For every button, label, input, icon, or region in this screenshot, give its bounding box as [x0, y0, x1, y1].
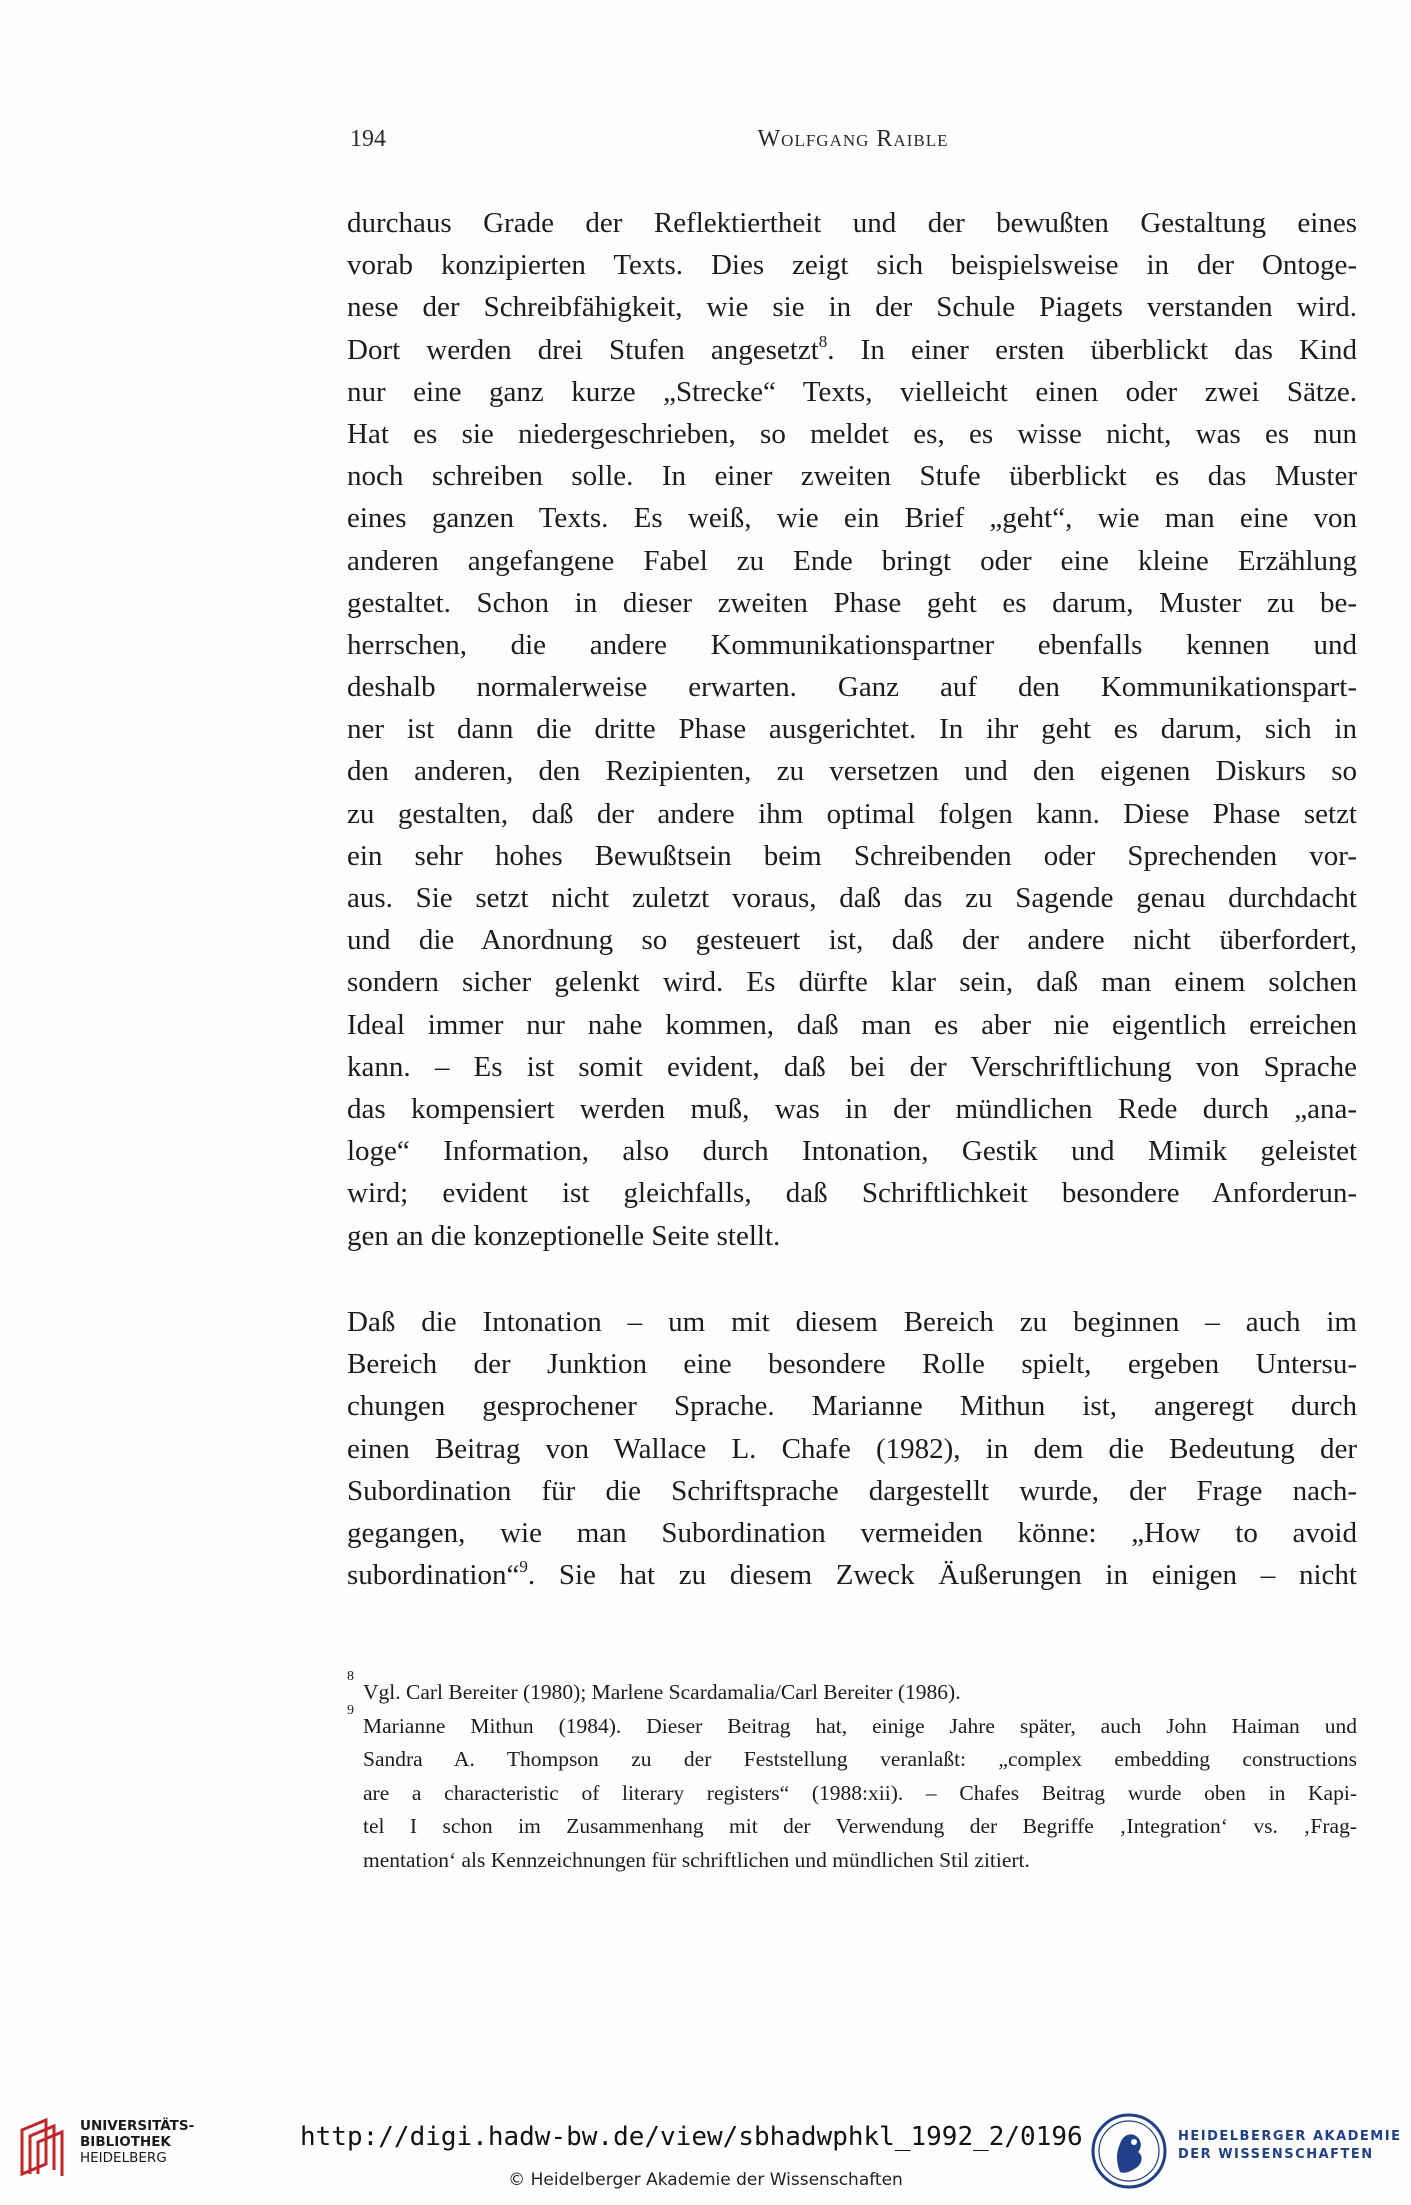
footnote-line: Sandra A. Thompson zu der Feststellung veranlaßt: „complex embedding constructions — [363, 1747, 1357, 1771]
academy-line-1: HEIDELBERGER AKADEMIE — [1178, 2129, 1402, 2144]
ub-line-3: HEIDELBERG — [80, 2150, 167, 2166]
footnote-line: Vgl. Carl Bereiter (1980); Marlene Scardamalia/Carl Bereiter (1986). — [363, 1680, 961, 1704]
text-line: gen an die konzeptionelle Seite stellt. — [347, 1219, 781, 1252]
text-line: Subordination für die Schriftsprache dargestellt wurde, der Frage nach- — [347, 1474, 1357, 1507]
footnote-line: are a characteristic of literary registers“ (1988:xii). – Chafes Beitrag wurde oben in Kapi- — [363, 1780, 1357, 1805]
text-line: vorab konzipierten Texts. Dies zeigt sich beispielsweise in der Ontoge- — [347, 249, 1357, 282]
paragraph-2 — [347, 1301, 1357, 1596]
digitization-footer — [0, 2108, 1411, 2205]
academy-seal-icon[interactable] — [1090, 2112, 1168, 2190]
footnote-line: Marianne Mithun (1984). Dieser Beitrag hat, einige Jahre später, auch John Haiman und — [363, 1713, 1357, 1738]
text-segment: . In einer ersten überblickt das Kind — [827, 333, 1357, 366]
text-line: den anderen, den Rezipienten, zu versetzen und den eigenen Diskurs so — [347, 755, 1357, 788]
academy-line-2: DER WISSENSCHAFTEN — [1178, 2147, 1374, 2162]
running-head-author: Wolfgang Raible — [757, 126, 949, 152]
footnote-line: tel I schon im Zusammenhang mit der Verwendung der Begriffe ‚Integration‘ vs. ‚Frag- — [363, 1814, 1357, 1838]
academy-label — [1178, 2128, 1401, 2164]
text-line — [347, 1554, 1357, 1596]
text-line: herrschen, die andere Kommunikationspartner ebenfalls kennen und — [347, 628, 1357, 661]
copyright-notice: © Heidelberger Akademie der Wissenschaften — [508, 2170, 903, 2190]
text-line: Ideal immer nur nahe kommen, daß man es aber nie eigentlich erreichen — [347, 1008, 1357, 1041]
footnote-9 — [347, 1702, 1357, 1878]
text-line: nese der Schreibfähigkeit, wie sie in der Schule Piagets verstanden wird. — [347, 291, 1357, 324]
text-line: Daß die Intonation – um mit diesem Bereich zu beginnen – auch im — [347, 1306, 1357, 1338]
text-line: sondern sicher gelenkt wird. Es dürfte klar sein, daß man einem solchen — [347, 966, 1357, 999]
text-line: ner ist dann die dritte Phase ausgerichtet. In ihr geht es darum, sich in — [347, 713, 1357, 746]
text-line: ein sehr hohes Bewußtsein beim Schreibenden oder Sprechenden vor- — [347, 839, 1357, 872]
text-line: wird; evident ist gleichfalls, daß Schriftlichkeit besondere Anforderun- — [347, 1177, 1357, 1210]
text-line: anderen angefangene Fabel zu Ende bringt oder eine kleine Erzählung — [347, 544, 1357, 577]
footnote-number: 8 — [347, 1669, 354, 1684]
page-number: 194 — [350, 126, 386, 152]
text-line: durchaus Grade der Reflektiertheit und der bewußten Gestaltung eines — [347, 207, 1357, 239]
footnote-ref-9[interactable]: 9 — [519, 1557, 528, 1577]
text-line: eines ganzen Texts. Es weiß, wie ein Brief „geht“, wie man eine von — [347, 502, 1357, 535]
paragraph-1 — [347, 202, 1357, 1257]
footnotes — [347, 1669, 1357, 1877]
footnote-line: mentation‘ als Kennzeichnungen für schriftlichen und mündlichen Stil zitiert. — [363, 1847, 1030, 1872]
footnote-ref-8[interactable]: 8 — [818, 331, 828, 351]
text-line: deshalb normalerweise erwarten. Ganz auf den Kommunikationspart- — [347, 671, 1357, 704]
ub-line-2: BIBLIOTHEK — [80, 2134, 171, 2150]
text-segment: Dort werden drei Stufen angesetzt — [347, 333, 819, 366]
text-segment: subordination“ — [347, 1559, 520, 1592]
text-line: loge“ Information, also durch Intonation, Gestik und Mimik geleistet — [347, 1135, 1357, 1168]
footnote-number: 9 — [347, 1702, 354, 1718]
text-line: aus. Sie setzt nicht zuletzt voraus, daß das zu Sagende genau durchdacht — [347, 882, 1357, 914]
university-library-logo-icon[interactable] — [18, 2116, 66, 2178]
text-line: kann. – Es ist somit evident, daß bei der Verschriftlichung von Sprache — [347, 1050, 1357, 1083]
text-line: zu gestalten, daß der andere ihm optimal folgen kann. Diese Phase setzt — [347, 797, 1357, 830]
text-line: gestaltet. Schon in dieser zweiten Phase geht es darum, Muster zu be- — [347, 586, 1357, 619]
text-line: gegangen, wie man Subordination vermeiden könne: „How to avoid — [347, 1516, 1357, 1549]
text-line: nur eine ganz kurze „Strecke“ Texts, vielleicht einen oder zwei Sätze. — [347, 375, 1357, 408]
running-head — [350, 126, 1356, 166]
text-line: und die Anordnung so gesteuert ist, daß der andere nicht überfordert, — [347, 924, 1357, 957]
text-line: das kompensiert werden muß, was in der mündlichen Rede durch „ana- — [347, 1092, 1357, 1125]
text-line: Bereich der Junktion eine besondere Rolle spielt, ergeben Untersu- — [347, 1348, 1357, 1381]
footnote-8 — [347, 1669, 1357, 1710]
text-line: noch schreiben solle. In einer zweiten Stufe überblickt es das Muster — [347, 460, 1357, 493]
text-segment: . Sie hat zu diesem Zweck Äußerungen in einigen – nicht — [527, 1559, 1357, 1592]
text-line: einen Beitrag von Wallace L. Chafe (1982), in dem die Bedeutung der — [347, 1432, 1357, 1465]
text-line: Hat es sie niedergeschrieben, so meldet es, es wisse nicht, was es nun — [347, 417, 1357, 450]
permalink-url[interactable]: http://digi.hadw-bw.de/view/sbhadwphkl_1992_2/0196 — [300, 2122, 1083, 2152]
text-line — [347, 329, 1357, 371]
text-line: chungen gesprochener Sprache. Marianne Mithun ist, angeregt durch — [347, 1390, 1357, 1423]
university-library-label — [80, 2118, 194, 2166]
ub-line-1: UNIVERSITÄTS- — [80, 2118, 195, 2134]
